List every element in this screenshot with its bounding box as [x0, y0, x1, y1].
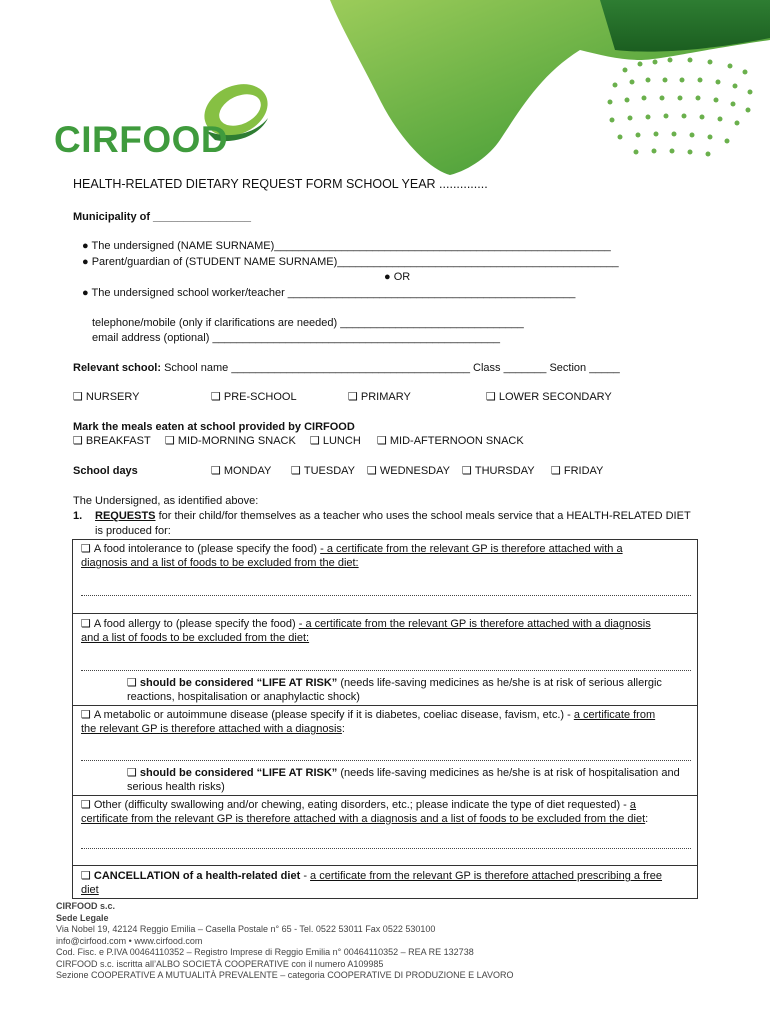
level-primary[interactable]: ❑ PRIMARY [348, 390, 411, 403]
checkbox-icon: ❑ [348, 390, 358, 403]
checkbox-icon: ❑ [486, 390, 496, 403]
footer-registry: CIRFOOD s.c. iscritta all’ALBO SOCIETÀ COOPERATIVE con il numero A109985 [56, 958, 384, 969]
row-intolerance[interactable] [72, 539, 698, 614]
day-friday[interactable]: ❑ FRIDAY [551, 464, 604, 477]
other-text: ❑ Other (difficulty swallowing and/or chewing, eating disorders, etc.; please indicate the type of diet requested) - a certificate from the relevant GP is therefore attached with a diagnosis and a list of foods to be excluded from the diet: [81, 798, 649, 825]
checkbox-icon: ❑ [127, 676, 137, 689]
row-metabolic[interactable] [72, 705, 698, 796]
meal-lunch[interactable]: ❑ LUNCH [310, 434, 361, 447]
checkbox-icon: ❑ [291, 464, 301, 477]
email-field[interactable]: email address (optional) _______________________________________________ [92, 332, 500, 344]
footer [56, 901, 513, 982]
checkbox-icon: ❑ [73, 390, 83, 403]
fill-line[interactable] [81, 595, 691, 596]
school-label: Relevant school: [73, 362, 162, 374]
footer-legal-seat: Sede Legale [56, 912, 109, 923]
bullet-worker[interactable]: ● The undersigned school worker/teacher _______________________________________________ [82, 287, 576, 299]
checkbox-icon: ❑ [81, 617, 91, 630]
checkbox-icon: ❑ [462, 464, 472, 477]
bullet-undersigned[interactable]: ● The undersigned (NAME SURNAME)_______________________________________________________ [82, 240, 611, 252]
metabolic-life-risk[interactable]: ❑ should be considered “LIFE AT RISK” (needs life-saving medicines as he/she is at risk of hospitalisation and serious health risks) [127, 766, 680, 793]
metabolic-text: ❑ A metabolic or autoimmune disease (please specify if it is diabetes, coeliac disease, favism, etc.) - a certificate from the relevant GP is therefore attached with a diagnosis: [81, 708, 656, 735]
bullet-parent[interactable]: ● Parent/guardian of (STUDENT NAME SURNAME)______________________________________________ [82, 256, 619, 268]
checkbox-icon: ❑ [551, 464, 561, 477]
allergy-life-risk[interactable]: ❑ should be considered “LIFE AT RISK” (needs life-saving medicines as he/she is at risk of serious allergic reactions, hospitalisation or anaphylactic shock) [127, 676, 662, 703]
checkbox-icon: ❑ [81, 708, 91, 721]
request-number: 1. [73, 510, 83, 522]
checkbox-icon: ❑ [211, 464, 221, 477]
dark-green-shape [600, 0, 770, 52]
checkbox-icon: ❑ [81, 798, 91, 811]
day-thursday[interactable]: ❑ THURSDAY [462, 464, 535, 477]
class-field[interactable]: Class _______ [473, 362, 547, 374]
bullet-icon: ● [82, 256, 92, 268]
level-lower-secondary[interactable]: ❑ LOWER SECONDARY [486, 390, 612, 403]
form-title: HEALTH-RELATED DIETARY REQUEST FORM SCHOOL YEAR .............. [73, 177, 488, 191]
header-decoration [0, 0, 770, 200]
bullet-icon: ● [82, 287, 92, 299]
level-preschool[interactable]: ❑ PRE-SCHOOL [211, 390, 297, 403]
meal-breakfast[interactable]: ❑ BREAKFAST [73, 434, 151, 447]
checkbox-icon: ❑ [165, 434, 175, 447]
level-nursery[interactable]: ❑ NURSERY [73, 390, 140, 403]
checkbox-icon: ❑ [377, 434, 387, 447]
meals-heading: Mark the meals eaten at school provided by CIRFOOD [73, 421, 355, 433]
row-other[interactable] [72, 795, 698, 866]
bullet-icon: ● [82, 240, 92, 252]
municipality-field[interactable]: Municipality of ________________ [73, 211, 251, 223]
request-line-1: 1. REQUESTS for their child/for themselves as a teacher who uses the school meals service that a HEALTH-RELATED DIET [73, 510, 691, 522]
fill-line[interactable] [81, 848, 691, 849]
row-allergy[interactable] [72, 613, 698, 705]
fill-line[interactable] [81, 670, 691, 671]
checkbox-icon: ❑ [81, 869, 91, 882]
checkbox-icon: ❑ [73, 434, 83, 447]
allergy-text: ❑ A food allergy to (please specify the food) - a certificate from the relevant GP is therefore attached with a diagnosis and a list of foods to be excluded from the diet: [81, 617, 651, 644]
undersigned-intro: The Undersigned, as identified above: [73, 495, 259, 507]
checkbox-icon: ❑ [81, 542, 91, 555]
day-wednesday[interactable]: ❑ WEDNESDAY [367, 464, 450, 477]
checkbox-icon: ❑ [211, 390, 221, 403]
bullet-icon: ● [384, 271, 394, 283]
logo-text: CIRFOOD [54, 119, 229, 160]
row-cancellation[interactable] [72, 865, 698, 899]
footer-web: info@cirfood.com • www.cirfood.com [56, 935, 203, 946]
meal-mid-afternoon[interactable]: ❑ MID-AFTERNOON SNACK [377, 434, 524, 447]
checkbox-icon: ❑ [367, 464, 377, 477]
fill-line[interactable] [81, 760, 691, 761]
request-line-2: is produced for: [95, 525, 171, 537]
footer-section: Sezione COOPERATIVE A MUTUALITÀ PREVALENTE – categoria COOPERATIVE DI PRODUZIONE E LAVORO [56, 970, 514, 980]
bullet-or: ● OR [384, 271, 411, 283]
footer-tax: Cod. Fisc. e P.IVA 00464110352 – Registro Imprese di Reggio Emilia n° 00464110352 – REA RE 132738 [56, 947, 474, 957]
footer-company: CIRFOOD s.c. [56, 901, 116, 911]
meal-mid-morning[interactable]: ❑ MID-MORNING SNACK [165, 434, 296, 447]
dot-pattern [608, 58, 753, 157]
school-name-field[interactable]: School name _______________________________________ [164, 362, 470, 374]
section-field[interactable]: Section _____ [549, 362, 620, 374]
checkbox-icon: ❑ [127, 766, 137, 779]
cancellation-text: ❑ CANCELLATION of a health-related diet - a certificate from the relevant GP is therefore attached prescribing a free diet [81, 869, 663, 896]
phone-field[interactable]: telephone/mobile (only if clarifications are needed) ______________________________ [92, 317, 524, 329]
footer-address: Via Nobel 19, 42124 Reggio Emilia – Casella Postale n° 65 - Tel. 0522 53011 Fax 0522 530100 [56, 924, 436, 934]
request-keyword: REQUESTS [95, 510, 156, 522]
day-monday[interactable]: ❑ MONDAY [211, 464, 272, 477]
school-row [73, 361, 620, 375]
intolerance-text: ❑ A food intolerance to (please specify the food) - a certificate from the relevant GP is therefore attached with a diagnosis and a list of foods to be excluded from the diet: [81, 542, 623, 569]
checkbox-icon: ❑ [310, 434, 320, 447]
days-label: School days [73, 465, 138, 477]
day-tuesday[interactable]: ❑ TUESDAY [291, 464, 356, 477]
